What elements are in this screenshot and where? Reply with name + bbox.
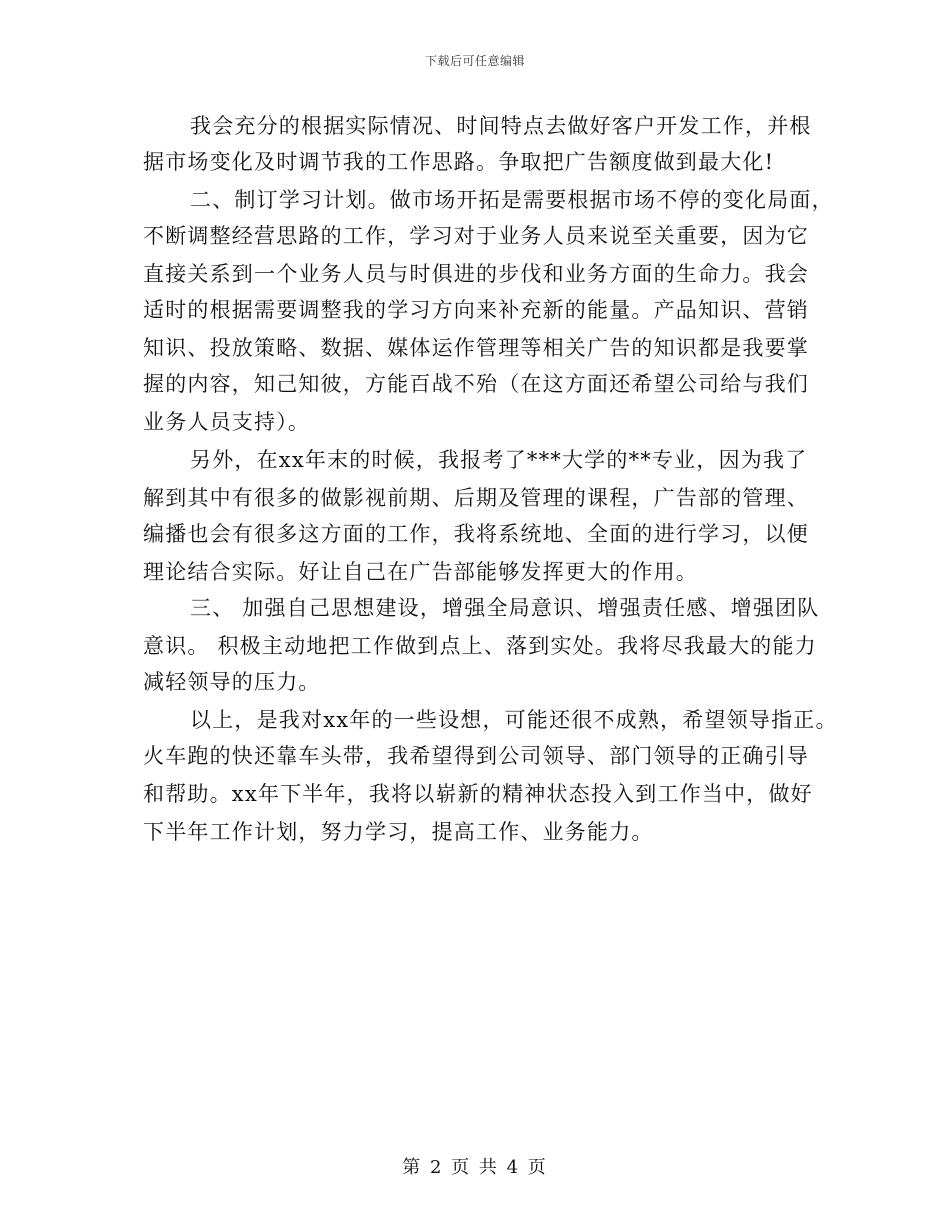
text-line: 理论结合实际。好让自己在广告部能够发挥更大的作用。 (143, 560, 698, 584)
text-line: 以上，是我对xx年的一些设想，可能还很不成熟，希望领导指正。 (190, 708, 838, 732)
text-line: 据市场变化及时调节我的工作思路。争取把广告额度做到最大化! (143, 150, 775, 174)
text-line: 我会充分的根据实际情况、时间特点去做好客户开发工作，并根 (190, 114, 812, 138)
text-line: 减轻领导的压力。 (143, 670, 321, 694)
text-line: 适时的根据需要调整我的学习方向来补充新的能量。产品知识、营销 (143, 298, 809, 322)
page-header: 下载后可任意编辑 (424, 54, 525, 68)
text-line: 意识。 积极主动地把工作做到点上、落到实处。我将尽我最大的能力 (143, 634, 817, 658)
text-line: 知识、投放策略、数据、媒体运作管理等相关广告的知识都是我要掌 (143, 336, 809, 360)
page-number: 第 2 页 共 4 页 (402, 1157, 548, 1178)
text-line: 另外，在xx年末的时候，我报考了***大学的**专业，因为我了 (190, 448, 808, 472)
text-line: 握的内容，知己知彼，方能百战不殆（在这方面还希望公司给与我们 (143, 372, 809, 396)
text-line: 不断调整经营思路的工作，学习对于业务人员来说至关重要，因为它 (143, 224, 809, 248)
text-line: 和帮助。xx年下半年，我将以崭新的精神状态投入到工作当中，做好 (143, 782, 813, 806)
text-line: 直接关系到一个业务人员与时俱进的步伐和业务方面的生命力。我会 (143, 262, 809, 286)
text-line: 下半年工作计划，努力学习，提高工作、业务能力。 (143, 820, 654, 844)
text-line: 二、制订学习计划。做市场开拓是需要根据市场不停的变化局面， (190, 188, 834, 212)
text-line: 解到其中有很多的做影视前期、后期及管理的课程，广告部的管理、 (143, 486, 809, 510)
text-line: 三、 加强自己思想建设，增强全局意识、增强责任感、增强团队 (190, 596, 820, 620)
text-line: 火车跑的快还靠车头带，我希望得到公司领导、部门领导的正确引导 (143, 744, 809, 768)
text-line: 业务人员支持）。 (143, 410, 311, 434)
text-line: 编播也会有很多这方面的工作，我将系统地、全面的进行学习，以便 (143, 522, 809, 546)
